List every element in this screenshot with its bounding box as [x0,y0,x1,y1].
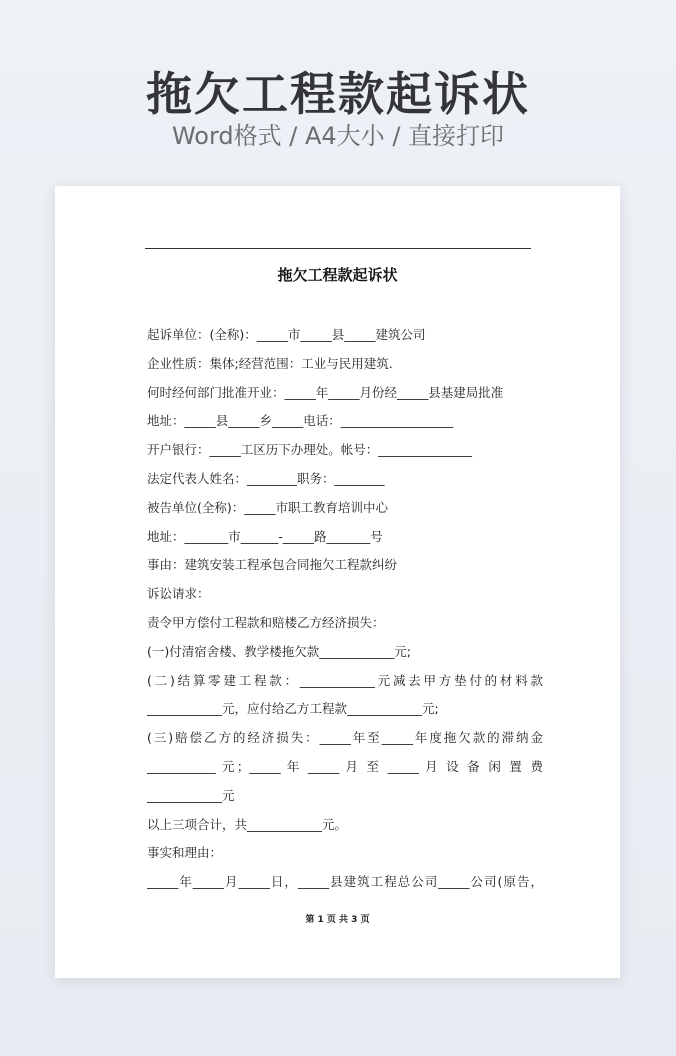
claim-item-2: (二)结算零建工程款：____________元减去甲方垫付的材料款 [147,672,543,688]
claim-item-2-continued: ____________元，应付给乙方工程款____________元; [147,701,439,717]
claim-item-3-continued: ___________ 元；_____ 年 _____ 月 至 _____ 月 设 备 闲 置 费 [147,758,543,774]
claims-heading: 诉讼请求： [147,586,210,602]
plaintiff-address-line: 地址：_____县_____乡_____电话：__________________ [147,413,454,429]
banner-title: 拖欠工程款起诉状 [146,67,530,121]
page-number: 第 1 页 共 3 页 [305,915,370,925]
document-page [55,186,620,978]
banner-subtitle: Word格式 / A4大小 / 直接打印 [171,122,505,150]
defendant-address-line: 地址：_______市______-_____路_______号 [147,528,383,544]
claims-total-line: 以上三项合计，共____________元。 [147,816,348,832]
claim-item-3-end: ____________元 [147,787,235,803]
enterprise-nature-line: 企业性质：集体;经营范围：工业与民用建筑. [147,355,393,371]
bank-account-line: 开户银行：_____工区历下办理处。帐号：_______________ [147,442,473,458]
claim-item-3: (三)赔偿乙方的经济损失：_____年至_____年度拖欠款的滞纳金 [147,730,543,746]
defendant-name-line: 被告单位(全称)：_____市职工教育培训中心 [147,499,389,515]
claims-intro-line: 责令甲方偿付工程款和赔楼乙方经济损失： [147,614,385,630]
document-body [147,321,543,897]
document-title: 拖欠工程款起诉状 [277,266,398,284]
facts-heading: 事实和理由： [147,845,223,861]
facts-first-line: _____年_____月_____日，_____县建筑工程总公司_____公司(原告， [147,874,543,890]
legal-representative-line: 法定代表人姓名：________职务：________ [147,470,385,486]
header-rule [145,248,531,249]
claim-item-1: (一)付清宿舍楼、教学楼拖欠款____________元; [147,643,411,659]
plaintiff-name-line: 起诉单位：(全称)：_____市_____县_____建筑公司 [147,327,426,342]
cause-line: 事由：建筑安装工程承包合同拖欠工程款纠纷 [147,557,398,573]
business-approval-line: 何时经何部门批准开业：_____年_____月份经_____县基建局批准 [147,384,504,400]
